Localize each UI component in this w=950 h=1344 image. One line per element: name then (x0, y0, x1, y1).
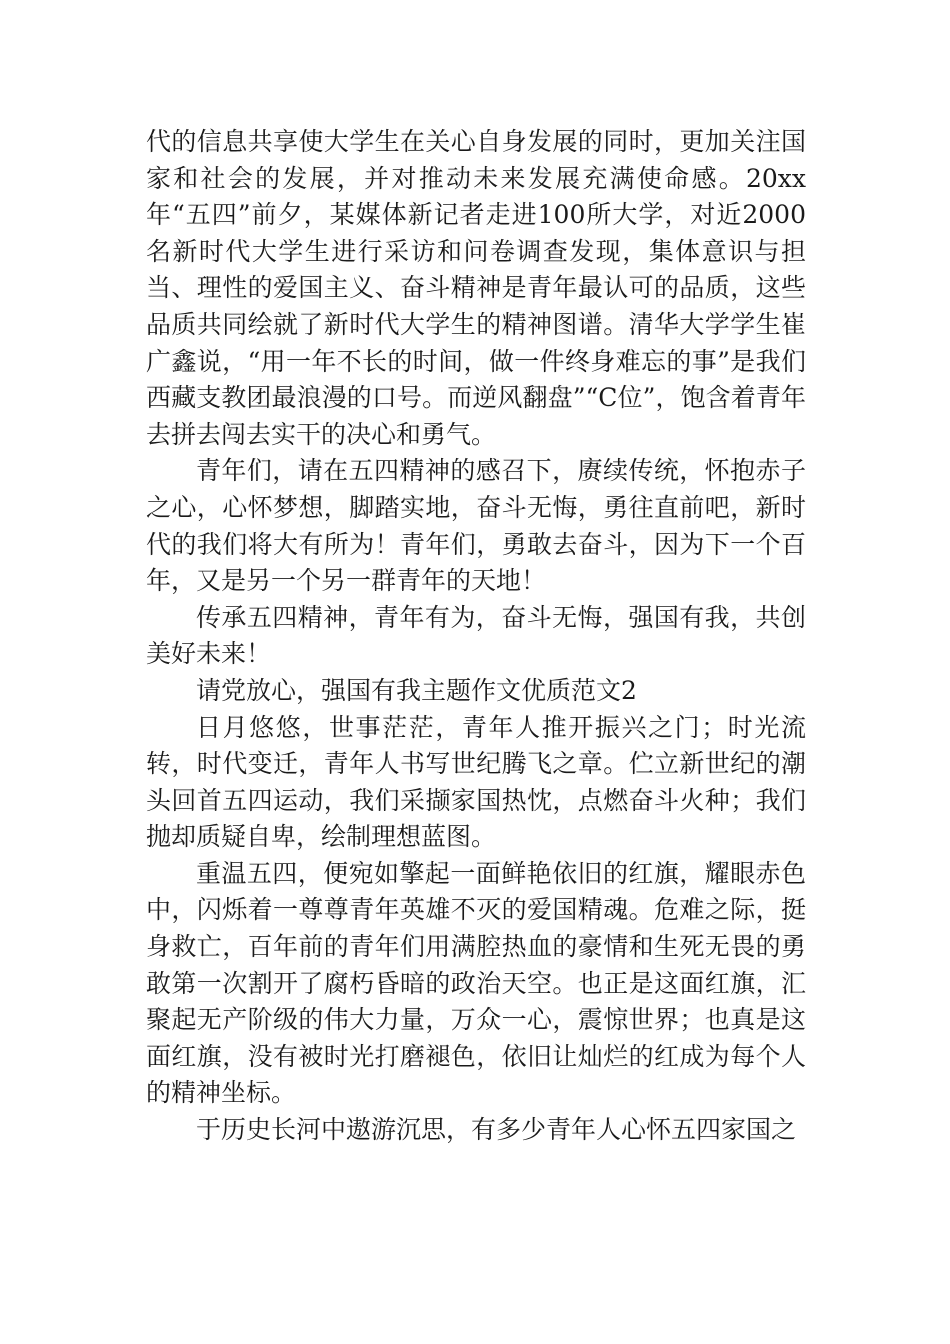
paragraph: 日月悠悠，世事茫茫，青年人推开振兴之门；时光流转，时代变迁，青年人书写世纪腾飞之章。伫立新世纪的潮头回首五四运动，我们采撷家国热忱，点燃奋斗火种；我们抛却质疑自卑，绘制理想蓝图。 (146, 712, 806, 852)
paragraph: 重温五四，便宛如擎起一面鲜艳依旧的红旗，耀眼赤色中，闪烁着一尊尊青年英雄不灭的爱国精魂。危难之际，挺身救亡，百年前的青年们用满腔热血的豪情和生死无畏的勇敢第一次割开了腐朽昏暗的政治天空。也正是这面红旗，汇聚起无产阶级的伟大力量，万众一心，震惊世界；也真是这面红旗，没有被时光打磨褪色，依旧让灿烂的红成为每个人的精神坐标。 (146, 858, 806, 1108)
paragraph: 于历史长河中遨游沉思，有多少青年人心怀五四家国之 (196, 1115, 797, 1145)
paragraph: 传承五四精神，青年有为，奋斗无悔，强国有我，共创美好未来！ (146, 602, 806, 669)
document-body (146, 124, 806, 1149)
section-heading: 请党放心，强国有我主题作文优质范文2 (196, 675, 637, 705)
paragraph-continuation: 代的信息共享使大学生在关心自身发展的同时，更加关注国家和社会的发展，并对推动未来发展充满使命感。20xx年“五四”前夕，某媒体新记者走进100所大学，对近2000名新时代大学生进行采访和问卷调查发现，集体意识与担当、理性的爱国主义、奋斗精神是青年最认可的品质，这些品质共同绘就了新时代大学生的精神图谱。清华大学学生崔广鑫说，“用一年不长的时间，做一件终身难忘的事”是我们西藏支教团最浪漫的口号。而逆风翻盘”“C位”，饱含着青年去拼去闯去实干的决心和勇气。 (146, 127, 806, 449)
paragraph: 青年们，请在五四精神的感召下，赓续传统，怀抱赤子之心，心怀梦想，脚踏实地，奋斗无悔，勇往直前吧，新时代的我们将大有所为！青年们，勇敢去奋斗，因为下一个百年，又是另一个另一群青年的天地！ (146, 456, 806, 596)
